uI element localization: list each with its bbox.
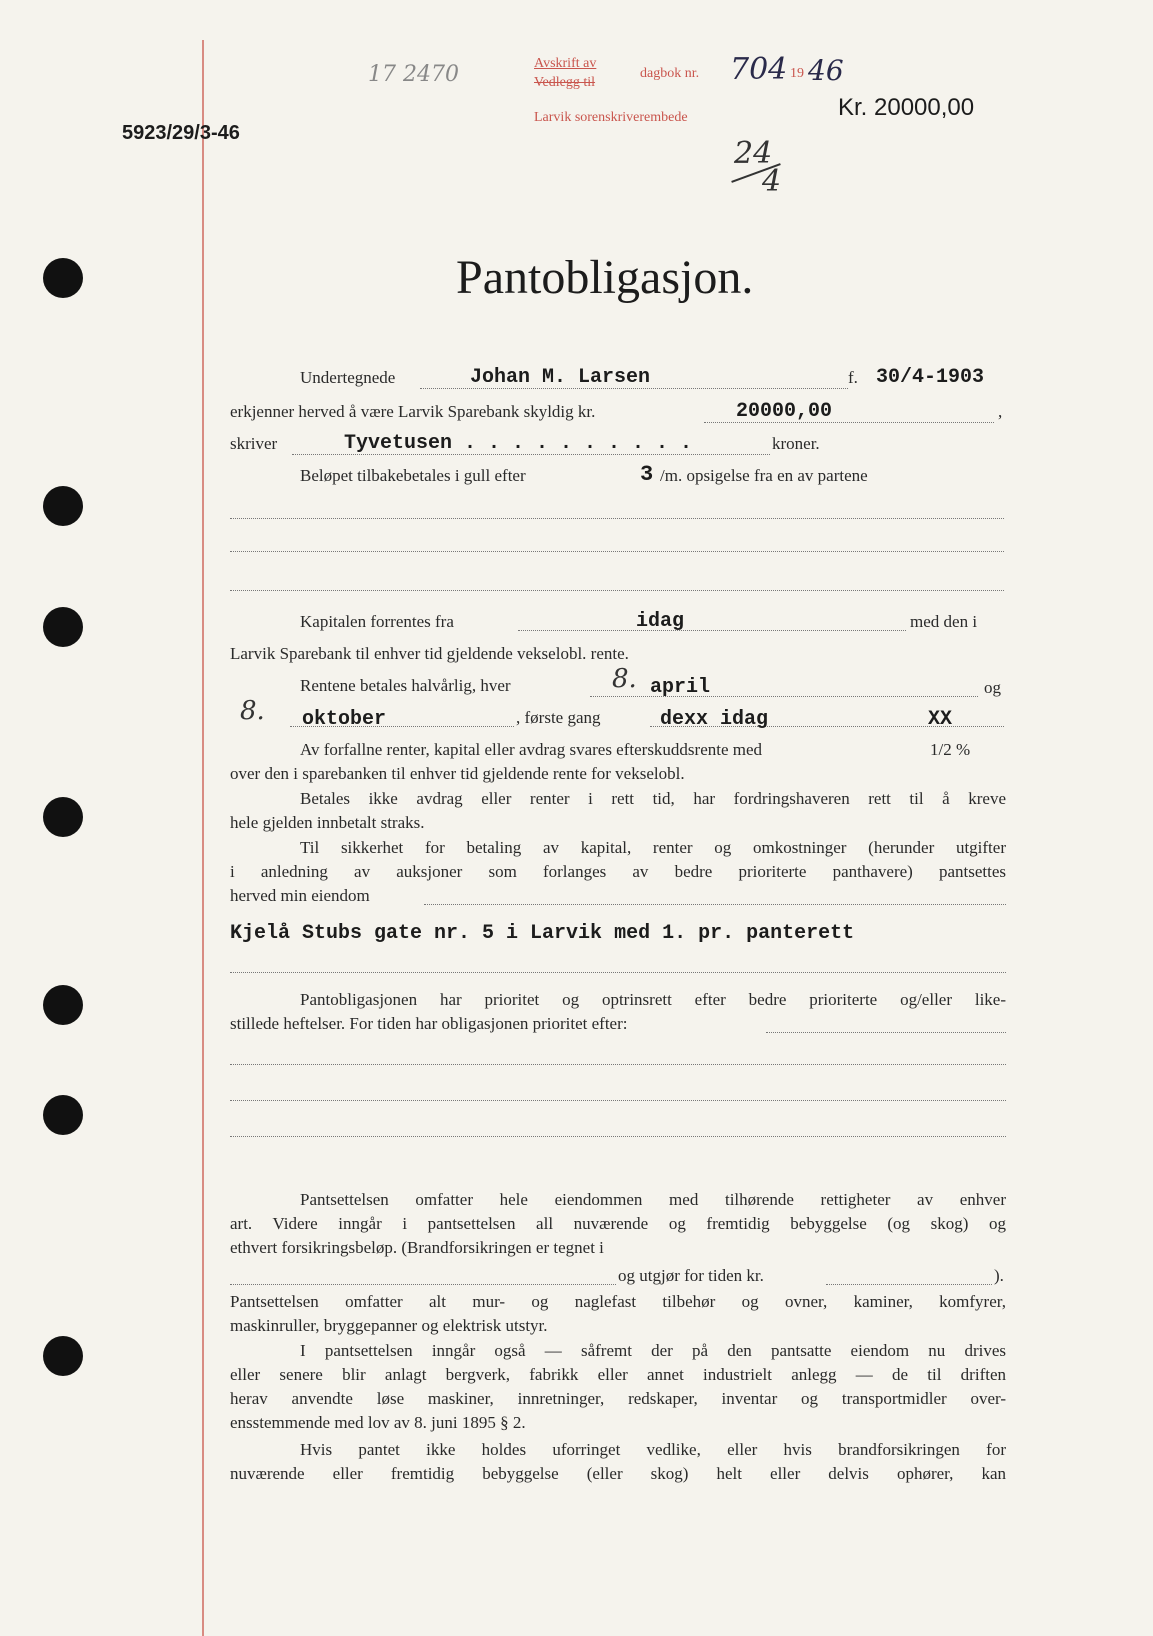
first-payment-year: XX: [928, 708, 953, 731]
para-prioritet-line2: stillede heftelser. For tiden har obligasjonen prioritet efter:: [230, 1014, 628, 1033]
dotted-line: [766, 1032, 1006, 1033]
dotted-line: [230, 1064, 1006, 1065]
red-margin-line: [202, 40, 204, 1636]
utgjor-label: og utgjør for tiden kr.: [618, 1266, 764, 1285]
first-payment-date: dexx idag: [660, 708, 769, 731]
para-sikkerhet-line1: Til sikkerhet for betaling av kapital, renter og omkostninger (herunder utgifter: [300, 838, 1006, 857]
stamp-office: Larvik sorenskriverembede: [534, 110, 688, 125]
para-omfatter-line3: ethvert forsikringsbeløp. (Brandforsikringen er tegnet i: [230, 1238, 604, 1257]
og-label: og: [984, 678, 1001, 697]
rente-month1: april: [650, 676, 711, 699]
punch-hole: [43, 258, 83, 298]
undertegnede-label: Undertegnede: [300, 368, 396, 387]
para-murfast-line2: maskinruller, bryggepanner og elektrisk utstyr.: [230, 1316, 548, 1335]
utgjor-close: ).: [994, 1266, 1004, 1285]
dotted-line: [518, 630, 906, 631]
rente-month2: oktober: [302, 708, 387, 731]
punch-hole: [43, 607, 83, 647]
para-prioritet-line1: Pantobligasjonen har prioritet og optrinsrett efter bedre prioriterte og/eller like-: [300, 990, 1006, 1009]
para-sikkerhet-line2: i anledning av auksjoner som forlanges av bedre prioriterte panthavere) pantsettes: [230, 862, 1006, 881]
para-av-rate: 1/2 %: [930, 740, 971, 759]
reference-number: 5923/29/3-46: [122, 122, 240, 144]
punch-hole: [43, 1095, 83, 1135]
para-murfast-line1: Pantsettelsen omfatter alt mur- og naglefast tilbehør og ovner, kaminer, komfyrer,: [230, 1292, 1006, 1311]
dagbok-number: 704: [730, 52, 788, 87]
belop-text: Beløpet tilbakebetales i gull efter: [300, 466, 526, 485]
debtor-name: Johan M. Larsen: [470, 366, 651, 389]
dotted-line: [230, 1284, 616, 1285]
dotted-line: [590, 696, 978, 697]
para-omfatter-line1: Pantsettelsen omfatter hele eiendommen med tilhørende rettigheter av enhver: [300, 1190, 1006, 1209]
dotted-line: [230, 551, 1004, 552]
interest-from: idag: [636, 610, 685, 633]
pencil-note: 17 2470: [368, 62, 459, 87]
dotted-line: [424, 904, 1006, 905]
para-inngar-line1: I pantsettelsen inngår også — såfremt der på den pantsatte eiendom nu drives: [300, 1341, 1006, 1360]
punch-hole: [43, 797, 83, 837]
para-betales-line2: hele gjelden innbetalt straks.: [230, 813, 425, 832]
amount-words: Tyvetusen . . . . . . . . . .: [344, 432, 693, 455]
para-inngar-line3: herav anvendte løse maskiner, innretninger, redskaper, inventar og transportmidler over-: [230, 1389, 1006, 1408]
notice-months: 3: [640, 462, 654, 487]
para-av-line1: Av forfallne renter, kapital eller avdrag svares efterskuddsrente med: [300, 740, 763, 759]
stamp-dagbok-label: dagbok nr.: [640, 66, 700, 81]
stamp-line1: Avskrift av: [534, 56, 597, 71]
punch-hole: [43, 486, 83, 526]
para-inngar-line2: eller senere blir anlagt bergverk, fabrikk eller annet industrielt anlegg — de til driften: [230, 1365, 1006, 1384]
dotted-line: [230, 518, 1004, 519]
para-av-line2: over den i sparebanken til enhver tid gjeldende rente for vekselobl.: [230, 764, 685, 783]
belop-text-b: /m. opsigelse fra en av partene: [660, 466, 868, 485]
fraction-numerator: 24: [734, 136, 773, 171]
born-date: 30/4-1903: [876, 366, 985, 389]
document-title: Pantobligasjon.: [456, 251, 754, 304]
dotted-line: [826, 1284, 992, 1285]
para-hvis-line1: Hvis pantet ikke holdes uforringet vedlike, eller hvis brandforsikringen for: [300, 1440, 1006, 1459]
rente-day2: 8.: [240, 696, 265, 726]
amount-header: Kr. 20000,00: [838, 94, 975, 121]
larvik-rente: Larvik Sparebank til enhver tid gjeldende vekselobl. rente.: [230, 644, 629, 663]
para-sikkerhet-line3: herved min eiendom: [230, 886, 370, 905]
dotted-line: [230, 1136, 1006, 1137]
dotted-line: [230, 1100, 1006, 1101]
dotted-line: [230, 590, 1004, 591]
kroner-label: kroner.: [772, 434, 820, 453]
forste-gang-label: , første gang: [516, 708, 601, 727]
punch-hole: [43, 985, 83, 1025]
para-hvis-line2: nuværende eller fremtidig bebyggelse (eller skog) helt eller delvis ophører, kan: [230, 1464, 1006, 1483]
rente-day1: 8.: [612, 664, 637, 694]
para-betales-line1: Betales ikke avdrag eller renter i rett tid, har fordringshaveren rett til å kreve: [300, 789, 1006, 808]
comma: ,: [998, 402, 1003, 421]
med-den-i: med den i: [910, 612, 978, 631]
debt-amount: 20000,00: [736, 400, 833, 423]
fraction-denominator: 4: [762, 164, 782, 199]
year-suffix: 46: [808, 54, 844, 87]
stamp-line2: Vedlegg til: [534, 75, 596, 90]
erkjenner-text: erkjenner herved å være Larvik Sparebank skyldig kr.: [230, 402, 596, 421]
stamp-year-prefix: 19: [790, 66, 804, 81]
property-description: Kjelå Stubs gate nr. 5 i Larvik med 1. pr. panterett: [230, 922, 855, 945]
rentene-label: Rentene betales halvårlig, hver: [300, 676, 511, 695]
skriver-label: skriver: [230, 434, 278, 453]
kapital-label: Kapitalen forrentes fra: [300, 612, 454, 631]
dotted-line: [230, 972, 1006, 973]
para-omfatter-line2: art. Videre inngår i pantsettelsen all nuværende og fremtidig bebyggelse (og skog) og: [230, 1214, 1006, 1233]
born-label: f.: [848, 368, 858, 387]
para-inngar-line4: ensstemmende med lov av 8. juni 1895 § 2.: [230, 1413, 526, 1432]
punch-hole: [43, 1336, 83, 1376]
